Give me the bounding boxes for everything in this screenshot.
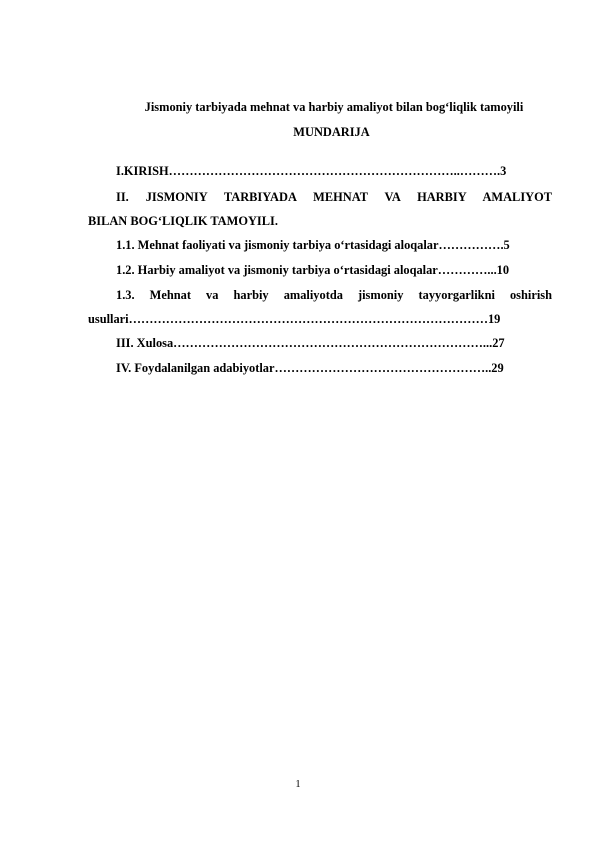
toc-entry-text: usullari……………………………………………………………………………19 — [88, 312, 501, 326]
toc-entry-section-1-1 — [88, 237, 552, 253]
toc-heading: MUNDARIJA — [293, 125, 370, 139]
toc-entry-text: IV. Foydalanilgan adabiyotlar……………………………………………..29 — [116, 361, 504, 375]
toc-entry-text: 1.1. Mehnat faoliyati va jismoniy tarbiya o‘rtasidagi aloqalar…………….5 — [116, 238, 510, 252]
toc-entry-text: II. JISMONIY TARBIYADA MEHNAT VA HARBIY AMALIYOT — [116, 190, 552, 204]
toc-entry-chapter-2 — [88, 189, 552, 205]
toc-entry-text: BILAN BOG‘LIQLIK TAMOYILI. — [88, 214, 278, 228]
document-title: Jismoniy tarbiyada mehnat va harbiy amaliyot bilan bog‘liqlik tamoyili — [144, 100, 524, 114]
toc-entry-conclusion — [88, 335, 552, 351]
page-number: 1 — [295, 779, 301, 790]
toc-entry-section-1-2 — [88, 262, 552, 278]
toc-entry-introduction — [88, 163, 552, 179]
toc-entry-text: III. Xulosa…………………………………………………………………...27 — [116, 336, 505, 350]
toc-entry-text: 1.3. Mehnat va harbiy amaliyotda jismoniy tayyorgarlikni oshirish — [116, 288, 552, 302]
toc-entry-text: 1.2. Harbiy amaliyot va jismoniy tarbiya o‘rtasidagi aloqalar…………...10 — [116, 263, 510, 277]
toc-entry-section-1-3 — [88, 287, 552, 303]
toc-entry-section-1-3-continued — [88, 311, 552, 327]
toc-entry-chapter-2-continued — [88, 213, 552, 229]
toc-entry-references — [88, 360, 552, 376]
toc-entry-text: I.KIRISH……………………………………………………………..……….3 — [116, 164, 507, 178]
